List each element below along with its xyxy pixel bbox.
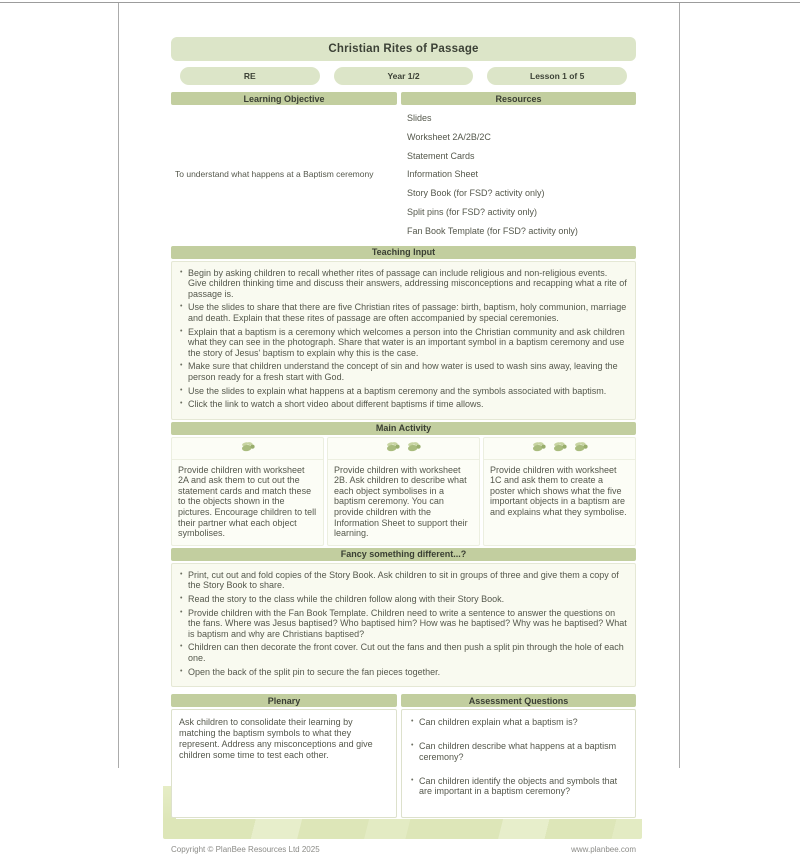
resource-item: Fan Book Template (for FSD? activity only) bbox=[407, 225, 578, 236]
plenary-header: Plenary bbox=[171, 694, 397, 707]
objective-resources-headers bbox=[171, 92, 636, 105]
document-page bbox=[118, 3, 680, 854]
teaching-bullet: • Use the slides to explain what happens at a baptism ceremony and the symbols associated with baptism. bbox=[180, 386, 627, 397]
assessment-question: • Can children explain what a baptism is? bbox=[411, 717, 628, 728]
teaching-input-bullets bbox=[180, 268, 627, 410]
year-badge: Year 1/2 bbox=[334, 67, 474, 85]
resources-header: Resources bbox=[401, 92, 636, 105]
page-content bbox=[171, 37, 636, 854]
fsd-bullets bbox=[180, 570, 627, 677]
lesson-badge: Lesson 1 of 5 bbox=[487, 67, 627, 85]
page-title: Christian Rites of Passage bbox=[171, 37, 636, 61]
resource-item: Worksheet 2A/2B/2C bbox=[407, 131, 491, 142]
teaching-bullet: • Make sure that children understand the concept of sin and how water is used to wash sins away, leaving the person ready for a fresh start with God. bbox=[180, 361, 627, 382]
objective-resources-body bbox=[171, 105, 636, 244]
bee-icon bbox=[240, 439, 256, 457]
fsd-bullet: • Provide children with the Fan Book Template. Children need to write a sentence to answer the questions on the fans. Where was Jesus baptised? Who baptised him? How was he baptised? Why was he baptised? What is baptism and why are Christians baptised? bbox=[180, 608, 627, 640]
activity-column-2 bbox=[327, 437, 480, 546]
teaching-input-header: Teaching Input bbox=[171, 246, 636, 259]
badge-row bbox=[171, 67, 636, 85]
fancy-something-different-body bbox=[171, 563, 636, 687]
fsd-bullet: • Open the back of the split pin to secure the fan pieces together. bbox=[180, 667, 627, 678]
activity-text: Provide children with worksheet 2A and ask them to cut out the statement cards and match these to the objects shown in the pictures. Encourage children to tell their partner what each object symbolises. bbox=[178, 464, 317, 539]
activity-text: Provide children with worksheet 2B. Ask children to describe what each object symbolises in a baptism ceremony. You can provide children with the Information Sheet to support their learning. bbox=[334, 464, 468, 539]
resource-item: Slides bbox=[407, 113, 432, 123]
website-link: www.planbee.com bbox=[571, 845, 636, 854]
teaching-input-body bbox=[171, 261, 636, 420]
resource-item: Split pins (for FSD? activity only) bbox=[407, 206, 538, 217]
difficulty-two-bees bbox=[328, 438, 479, 460]
assessment-question: • Can children identify the objects and symbols that are important in a baptism ceremony? bbox=[411, 776, 628, 798]
copyright-text: Copyright © PlanBee Resources Ltd 2025 bbox=[171, 845, 320, 854]
difficulty-three-bees bbox=[484, 438, 635, 460]
assessment-question: • Can children describe what happens at a baptism ceremony? bbox=[411, 741, 628, 763]
fancy-something-different-header: Fancy something different...? bbox=[171, 548, 636, 561]
teaching-bullet: • Begin by asking children to recall whether rites of passage can include religious and non-religious events. Give children thinking time and discuss their answers, addressing misconceptions and recapping what a rite of passage is. bbox=[180, 268, 627, 300]
assessment-questions-header: Assessment Questions bbox=[401, 694, 636, 707]
teaching-bullet: • Explain that a baptism is a ceremony which welcomes a person into the Christian community and ask children what they can see in the photograph. Share that water is an important symbol in a baptism ceremony and use the story of Jesus' baptism to explain why this is the case. bbox=[180, 327, 627, 359]
fsd-bullet: • Print, cut out and fold copies of the Story Book. Ask children to sit in groups of three and give them a copy of the Story Book to share. bbox=[180, 570, 627, 591]
subject-badge: RE bbox=[180, 67, 320, 85]
main-activity-columns bbox=[171, 437, 636, 546]
bee-icon bbox=[552, 439, 568, 457]
plenary-assessment-body bbox=[171, 709, 636, 818]
activity-text: Provide children with worksheet 1C and ask them to create a poster which shows what the five important objects in a baptism are and explains what they symbolise. bbox=[490, 464, 627, 518]
page-footer bbox=[171, 845, 636, 854]
teaching-bullet: • Click the link to watch a short video about different baptisms if time allows. bbox=[180, 399, 627, 410]
resource-item: Story Book (for FSD? activity only) bbox=[407, 188, 545, 199]
decorative-striped-band bbox=[163, 819, 642, 839]
decorative-band-wrap bbox=[171, 819, 636, 839]
bee-icon bbox=[406, 439, 422, 457]
activity-column-3 bbox=[483, 437, 636, 546]
fsd-bullet: • Read the story to the class while the children follow along with their Story Book. bbox=[180, 594, 627, 605]
resources-list bbox=[401, 105, 636, 244]
main-activity-header: Main Activity bbox=[171, 422, 636, 435]
fsd-bullet: • Children can then decorate the front cover. Cut out the fans and then push a split pin through the hole of each one. bbox=[180, 642, 627, 663]
bee-icon bbox=[385, 439, 401, 457]
resource-item: Statement Cards bbox=[407, 150, 475, 161]
activity-column-1 bbox=[171, 437, 324, 546]
plenary-text: Ask children to consolidate their learning by matching the baptism symbols to what they represent. Address any misconceptions and give children some time to test each other. bbox=[171, 709, 397, 818]
learning-objective-header: Learning Objective bbox=[171, 92, 397, 105]
plenary-assessment-headers bbox=[171, 694, 636, 707]
assessment-questions-list bbox=[401, 709, 636, 818]
learning-objective-text: To understand what happens at a Baptism ceremony bbox=[175, 169, 374, 180]
bee-icon bbox=[573, 439, 589, 457]
teaching-bullet: • Use the slides to share that there are five Christian rites of passage: birth, baptism, holy communion, marriage and death. Explain that these rites of passage are often accompanied by special ceremonies. bbox=[180, 302, 627, 323]
bee-icon bbox=[531, 439, 547, 457]
difficulty-one-bee bbox=[172, 438, 323, 460]
resource-item: Information Sheet bbox=[407, 169, 479, 180]
